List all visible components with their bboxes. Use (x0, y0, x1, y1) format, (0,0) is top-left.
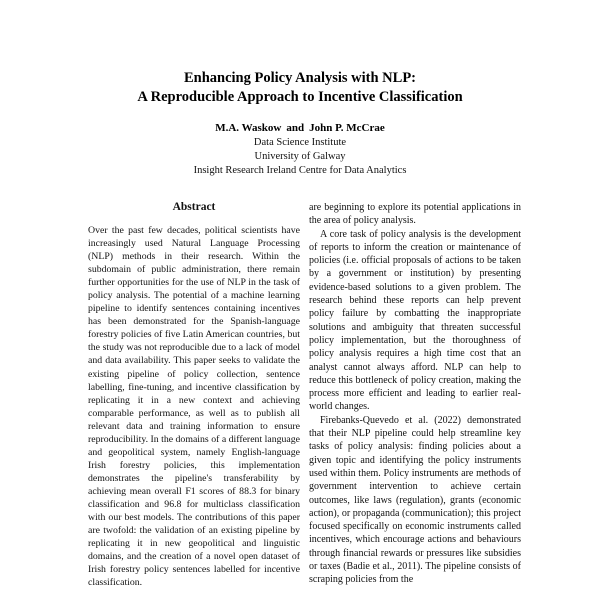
body-paragraph-1: are beginning to explore its potential applications in the area of policy analysis. (309, 202, 521, 227)
author-conjunction: and (286, 122, 305, 134)
affiliation-university: University of Galway (254, 151, 346, 162)
abstract-text: Over the past few decades, political scientists have increasingly used Natural Language Processing (NLP) methods in their research. Within the subdomain of public administration, there remain further opportunities for the use of NLP in the task of policy analysis. The potential of a machine learning pipeline to identify sentences containing incentives has been demonstrated for the Spanish-language forestry policies of five Latin American countries, but the study was not reproducible due to a lack of model and data availability. This paper seeks to validate the existing pipeline of policy collection, sentence labelling, fine-tuning, and incentive classification by replicating it in a new context and achieving comparable performance, as well as to publish all relevant data and training information to ensure reproducibility. In the domains of a different language and geopolitical system, namely English-language Irish forestry policies, this implementation demonstrates the pipeline's transferability by achieving mean overall F1 scores of 88.3 for binary classification and 96.8 for multiclass classification with our best models. The contributions of this paper are twofold: the validation of an existing pipeline by replicating it in new geopolitical and linguistic domains, and the creation of a novel open dataset of Irish forestry policy sentences labelled for incentive classification. (88, 225, 300, 589)
paper-title-line2: A Reproducible Approach to Incentive Classification (137, 89, 463, 105)
paper-title-line1: Enhancing Policy Analysis with NLP: (183, 70, 417, 86)
affiliations (0, 136, 600, 178)
affiliation-centre: Insight Research Ireland Centre for Data Analytics (193, 165, 407, 176)
abstract-heading: Abstract (172, 201, 216, 213)
right-column-body (309, 201, 521, 589)
author-2: John P. McCrae (309, 122, 385, 134)
paper-title (0, 0, 600, 107)
left-column-abstract (88, 201, 300, 589)
body-paragraph-3: Firebanks-Quevedo et al. (2022) demonstrated that their NLP pipeline could help streamline key tasks of policy analysis: finding policies about a given topic and identifying the policy instruments used within them. Policy instruments are methods of government intervention to achieve certain outcomes, like laws (regulation), grants (economic action), or propaganda (communication); this project focused specifically on economic instruments called incentives, which encourage actions and behaviours through financial rewards or pressures like subsidies or taxes (Badie et al., 2011). The pipeline consists of scraping policies from the (309, 414, 521, 586)
affiliation-institute: Data Science Institute (253, 137, 347, 148)
author-1: M.A. Waskow (215, 122, 282, 134)
author-line (0, 122, 600, 134)
two-column-layout (88, 201, 520, 589)
body-paragraph-2: A core task of policy analysis is the development of reports to inform the creation or maintenance of policies (i.e. official proposals of actions to be taken by a government or institution) by presenting evidence-based solutions to a given problem. The research behind these reports can help prevent policy failure by combatting the inappropriate solutions and ambiguity that threaten successful policy implementation, but the thoroughness of policy analysis requires a high time cost that an analyst cannot always afford. NLP can help to reduce this bottleneck of policy creation, making the process more efficient and leading to earlier real-world changes. (309, 228, 521, 413)
